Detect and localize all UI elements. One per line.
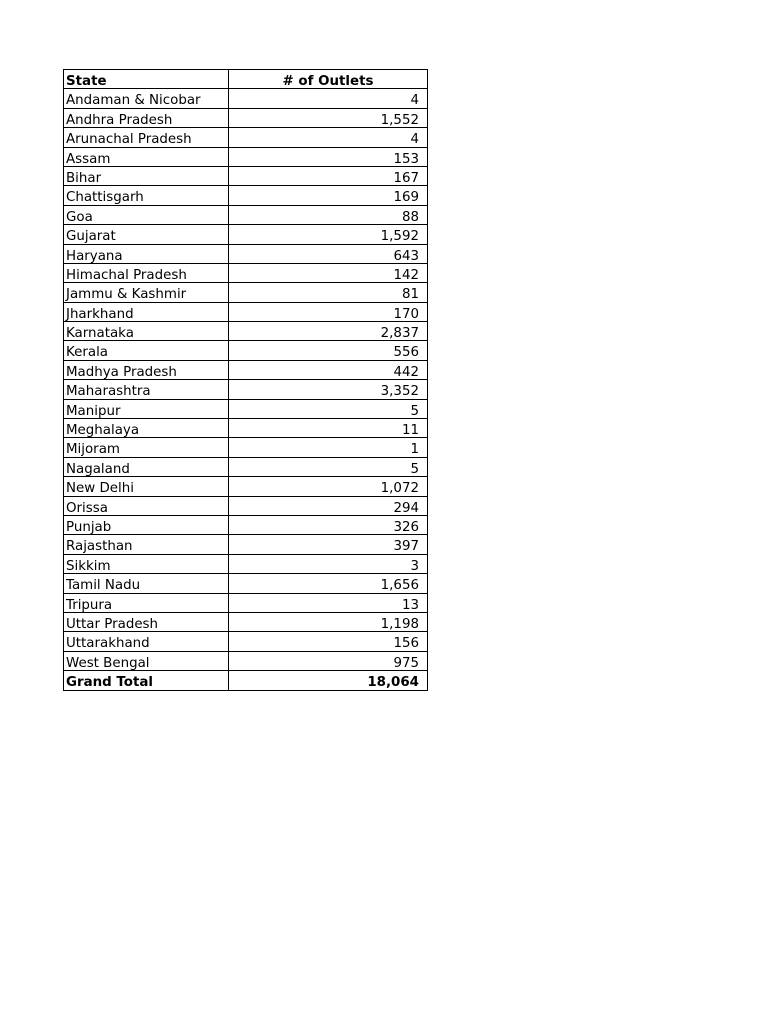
column-header-outlets: # of Outlets	[229, 70, 428, 89]
outlets-cell: 556	[229, 341, 428, 360]
outlets-cell: 3	[229, 554, 428, 573]
table-row	[64, 651, 428, 670]
state-cell: Bihar	[64, 166, 229, 185]
column-header-state: State	[64, 70, 229, 89]
state-cell: Goa	[64, 205, 229, 224]
grand-total-value: 18,064	[229, 671, 428, 690]
outlets-cell: 1,072	[229, 477, 428, 496]
outlets-cell: 975	[229, 651, 428, 670]
table-row	[64, 186, 428, 205]
outlets-cell: 13	[229, 593, 428, 612]
outlets-cell: 4	[229, 89, 428, 108]
state-cell: Tripura	[64, 593, 229, 612]
table-row	[64, 535, 428, 554]
outlets-cell: 326	[229, 515, 428, 534]
state-cell: Tamil Nadu	[64, 574, 229, 593]
state-cell: Orissa	[64, 496, 229, 515]
table-row	[64, 399, 428, 418]
table-row	[64, 457, 428, 476]
table-row	[64, 205, 428, 224]
state-cell: Arunachal Pradesh	[64, 128, 229, 147]
outlets-cell: 169	[229, 186, 428, 205]
table-row	[64, 302, 428, 321]
state-cell: Gujarat	[64, 225, 229, 244]
outlets-cell: 5	[229, 399, 428, 418]
grand-total-label: Grand Total	[64, 671, 229, 690]
outlets-cell: 2,837	[229, 322, 428, 341]
outlets-cell: 170	[229, 302, 428, 321]
state-cell: Maharashtra	[64, 380, 229, 399]
state-cell: Nagaland	[64, 457, 229, 476]
state-cell: Rajasthan	[64, 535, 229, 554]
table-row	[64, 360, 428, 379]
table-row	[64, 283, 428, 302]
table-row	[64, 574, 428, 593]
state-cell: Sikkim	[64, 554, 229, 573]
outlets-cell: 4	[229, 128, 428, 147]
table-row	[64, 225, 428, 244]
table-row	[64, 166, 428, 185]
outlets-table	[63, 69, 428, 691]
state-cell: Meghalaya	[64, 419, 229, 438]
table-row	[64, 147, 428, 166]
outlets-cell: 294	[229, 496, 428, 515]
outlets-cell: 156	[229, 632, 428, 651]
outlets-cell: 1,656	[229, 574, 428, 593]
state-cell: Uttarakhand	[64, 632, 229, 651]
state-cell: New Delhi	[64, 477, 229, 496]
outlets-cell: 5	[229, 457, 428, 476]
state-cell: Jammu & Kashmir	[64, 283, 229, 302]
table-row	[64, 380, 428, 399]
outlets-cell: 167	[229, 166, 428, 185]
state-cell: West Bengal	[64, 651, 229, 670]
outlets-cell: 153	[229, 147, 428, 166]
outlets-cell: 643	[229, 244, 428, 263]
state-cell: Kerala	[64, 341, 229, 360]
table-row	[64, 438, 428, 457]
state-cell: Himachal Pradesh	[64, 263, 229, 282]
state-cell: Haryana	[64, 244, 229, 263]
table-row	[64, 341, 428, 360]
outlets-cell: 3,352	[229, 380, 428, 399]
table-row	[64, 128, 428, 147]
state-cell: Manipur	[64, 399, 229, 418]
table-row	[64, 632, 428, 651]
header-row	[64, 70, 428, 89]
table-row	[64, 496, 428, 515]
state-cell: Mijoram	[64, 438, 229, 457]
outlets-cell: 11	[229, 419, 428, 438]
state-cell: Punjab	[64, 515, 229, 534]
table-row	[64, 322, 428, 341]
state-cell: Andhra Pradesh	[64, 108, 229, 127]
table-row	[64, 612, 428, 631]
table-row	[64, 263, 428, 282]
state-cell: Madhya Pradesh	[64, 360, 229, 379]
table-row	[64, 554, 428, 573]
state-cell: Jharkhand	[64, 302, 229, 321]
outlets-cell: 442	[229, 360, 428, 379]
table-body	[64, 89, 428, 671]
state-cell: Karnataka	[64, 322, 229, 341]
table-row	[64, 89, 428, 108]
table-row	[64, 593, 428, 612]
outlets-cell: 88	[229, 205, 428, 224]
outlets-cell: 1,552	[229, 108, 428, 127]
state-cell: Assam	[64, 147, 229, 166]
state-cell: Uttar Pradesh	[64, 612, 229, 631]
table-row	[64, 515, 428, 534]
outlets-cell: 397	[229, 535, 428, 554]
grand-total-row	[64, 671, 428, 690]
outlets-cell: 1,592	[229, 225, 428, 244]
state-cell: Chattisgarh	[64, 186, 229, 205]
table-row	[64, 108, 428, 127]
table-row	[64, 244, 428, 263]
outlets-cell: 142	[229, 263, 428, 282]
outlets-cell: 81	[229, 283, 428, 302]
table-row	[64, 419, 428, 438]
outlets-cell: 1,198	[229, 612, 428, 631]
outlets-cell: 1	[229, 438, 428, 457]
table-row	[64, 477, 428, 496]
state-cell: Andaman & Nicobar	[64, 89, 229, 108]
